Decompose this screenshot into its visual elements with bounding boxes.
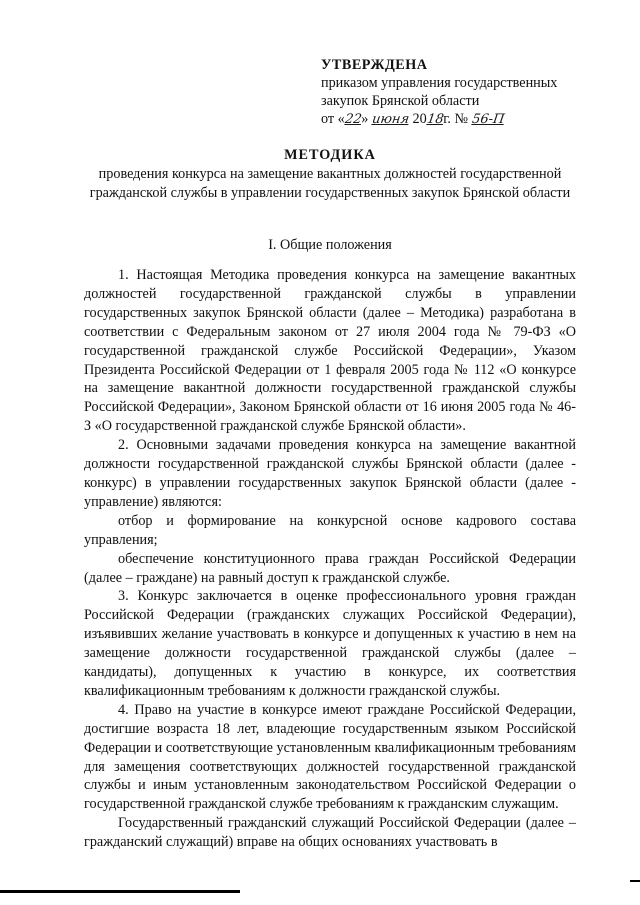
scan-edge-mark [630, 880, 640, 882]
document-title: МЕТОДИКА [284, 147, 376, 163]
approval-date-line [321, 110, 581, 129]
document-body [84, 266, 576, 852]
approval-title: УТВЕРЖДЕНА [321, 57, 428, 73]
handwritten-month: июня [370, 112, 411, 127]
approval-agency-line: закупок Брянской области [321, 93, 480, 109]
document-subtitle: проведения конкурса на замещение вакантных должностей государственной гражданской службы в управлении государственных закупок Брянской области [89, 166, 571, 201]
section-title: I. Общие положения [268, 237, 392, 253]
approval-order-line: приказом управления государственных [321, 75, 558, 91]
paragraph-4-continued: Государственный гражданский служащий Российской Федерации (далее – гражданский служащий) вправе на общих основаниях участвовать в [84, 815, 576, 851]
year-prefix: 20 [408, 111, 427, 127]
handwritten-year: 18 [425, 112, 445, 127]
paragraph-4: 4. Право на участие в конкурсе имеют граждане Российской Федерации, достигшие возраста 18 лет, владеющие государственным языком Российской Федерации и соответствующие установленным квалификационным требованиям для замещения соответствующих должностей государственной гражданской службы и иным установленным законодательством Российской Федерации о государственной гражданской службе требованиям к гражданским служащим. [84, 701, 576, 813]
number-prefix: г. № [443, 111, 472, 127]
paragraph-3: 3. Конкурс заключается в оценке профессионального уровня граждан Российской Федерации (гражданских служащих Российской Федерации), изъявивших желание участвовать в конкурсе и допущенных к участию в нем на замещение должности государственной гражданской службы (далее – кандидаты), допущенных к участию в конкурсе, их соответствия квалификационным требованиям к должности гражданской службы. [84, 588, 576, 699]
scan-edge-line [0, 890, 240, 893]
paragraph-2-item-1: отбор и формирование на конкурсной основе кадрового состава управления; [84, 512, 576, 548]
handwritten-day: 22 [343, 112, 363, 127]
handwritten-order-number: 56-П [470, 112, 506, 127]
date-prefix: от « [321, 111, 345, 127]
approval-stamp-block [321, 56, 581, 129]
date-mid: » [361, 111, 372, 127]
paragraph-2-item-2: обеспечение конституционного права граждан Российской Федерации (далее – граждане) на равный доступ к гражданской службе. [84, 550, 576, 586]
paragraph-2: 2. Основными задачами проведения конкурса на замещение вакантной должности государственной гражданской службы Брянской области (далее - конкурс) в управлении государственных закупок Брянской области (далее - управление) являются: [84, 437, 576, 510]
paragraph-1: 1. Настоящая Методика проведения конкурса на замещение вакантных должностей государственной гражданской службы в управлении государственных закупок Брянской области (далее – Методика) разработана в соответствии с Федеральным законом от 27 июля 2004 года № 79-ФЗ «О государственной гражданской службе Российской Федерации», Указом Президента Российской Федерации от 1 февраля 2005 года № 112 «О конкурсе на замещение вакантной должности государственной гражданской службы Российской Федерации», Законом Брянской области от 16 июня 2005 года № 46-З «О государственной гражданской службе Брянской области». [84, 267, 576, 435]
